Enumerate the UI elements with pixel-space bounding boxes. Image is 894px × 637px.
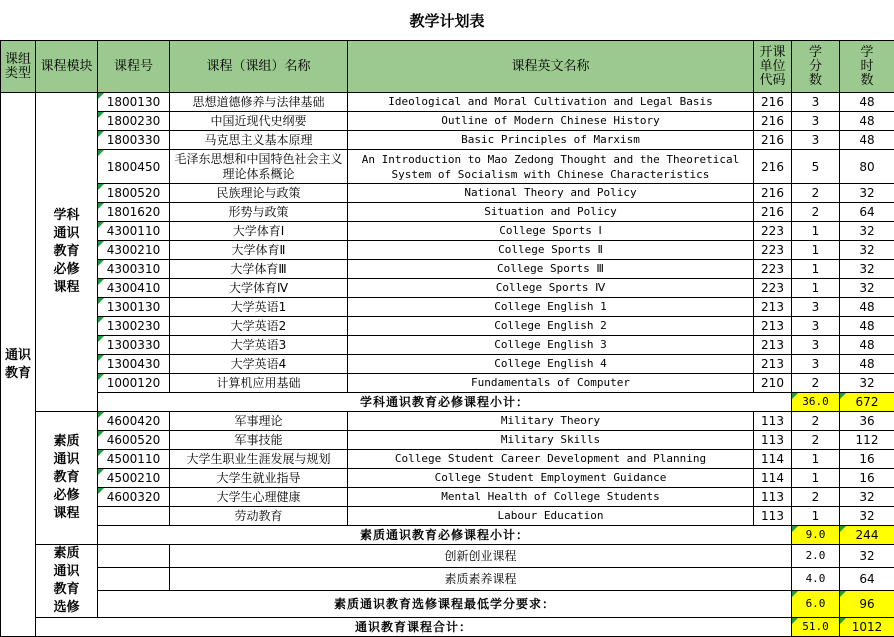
course-code: 1300130 (98, 298, 170, 317)
subtotal-label: 学科通识教育必修课程小计： (98, 393, 792, 412)
course-english-name: College Sports Ⅱ (348, 241, 754, 260)
course-code: 1300330 (98, 336, 170, 355)
course-code (98, 568, 170, 591)
elective-row (1, 568, 894, 591)
course-hours: 48 (840, 317, 894, 336)
course-credits: 3 (792, 336, 840, 355)
course-unit-code: 216 (754, 184, 792, 203)
header-unit-code: 开课单位代码 (754, 41, 792, 93)
course-credits: 2 (792, 203, 840, 222)
course-english-name: Labour Education (348, 507, 754, 526)
course-unit-code: 113 (754, 431, 792, 450)
course-code: 4300310 (98, 260, 170, 279)
course-hours: 48 (840, 298, 894, 317)
course-credits: 2 (792, 184, 840, 203)
course-name: 大学体育Ⅲ (170, 260, 348, 279)
course-unit-code: 114 (754, 450, 792, 469)
course-hours: 32 (840, 260, 894, 279)
course-unit-code: 216 (754, 93, 792, 112)
course-credits: 1 (792, 222, 840, 241)
course-code: 4600420 (98, 412, 170, 431)
course-english-name: College Student Employment Guidance (348, 469, 754, 488)
course-name: 马克思主义基本原理 (170, 131, 348, 150)
course-hours: 48 (840, 112, 894, 131)
course-code: 1800230 (98, 112, 170, 131)
table-row (1, 260, 894, 279)
subtotal-label: 素质通识教育必修课程小计： (98, 526, 792, 545)
course-unit-code: 213 (754, 355, 792, 374)
course-credits: 1 (792, 241, 840, 260)
course-unit-code: 213 (754, 317, 792, 336)
course-hours: 32 (840, 488, 894, 507)
course-unit-code: 216 (754, 112, 792, 131)
course-english-name: Military Skills (348, 431, 754, 450)
table-row (1, 203, 894, 222)
course-english-name: National Theory and Policy (348, 184, 754, 203)
table-row (1, 412, 894, 431)
course-hours: 80 (840, 150, 894, 184)
course-hours: 32 (840, 222, 894, 241)
course-english-name: Basic Principles of Marxism (348, 131, 754, 150)
course-hours: 32 (840, 374, 894, 393)
course-credits: 1 (792, 507, 840, 526)
subtotal-hours: 96 (840, 591, 894, 618)
table-row (1, 317, 894, 336)
course-credits: 1 (792, 260, 840, 279)
course-hours: 32 (840, 184, 894, 203)
course-name: 军事技能 (170, 431, 348, 450)
table-row (1, 150, 894, 184)
course-credits: 3 (792, 355, 840, 374)
course-credits: 3 (792, 93, 840, 112)
table-row (1, 336, 894, 355)
header-module: 课程模块 (36, 41, 98, 93)
course-unit-code: 223 (754, 222, 792, 241)
course-hours: 48 (840, 336, 894, 355)
header-hours: 学时数 (840, 41, 894, 93)
course-unit-code: 113 (754, 412, 792, 431)
course-credits: 1 (792, 469, 840, 488)
subtotal-credits: 36.0 (792, 393, 840, 412)
course-name: 形势与政策 (170, 203, 348, 222)
elective-name: 素质素养课程 (170, 568, 792, 591)
subtotal-hours: 672 (840, 393, 894, 412)
course-code (98, 545, 170, 568)
course-hours: 112 (840, 431, 894, 450)
course-english-name: An Introduction to Mao Zedong Thought and the Theoretical System of Socialism with Chinese Characteristics (348, 150, 754, 184)
subtotal-row (1, 393, 894, 412)
header-type: 课组类型 (1, 41, 36, 93)
course-unit-code: 223 (754, 279, 792, 298)
course-code: 1800330 (98, 131, 170, 150)
course-code: 1300430 (98, 355, 170, 374)
course-code: 4500210 (98, 469, 170, 488)
course-hours: 32 (840, 241, 894, 260)
course-name: 大学体育Ⅱ (170, 241, 348, 260)
course-credits: 1 (792, 279, 840, 298)
course-plan-table (0, 40, 894, 637)
table-row (1, 298, 894, 317)
table-row (1, 488, 894, 507)
course-hours: 64 (840, 203, 894, 222)
course-hours: 32 (840, 279, 894, 298)
course-name: 毛泽东思想和中国特色社会主义理论体系概论 (170, 150, 348, 184)
course-english-name: College English 2 (348, 317, 754, 336)
table-body (1, 41, 894, 637)
course-code: 1000120 (98, 374, 170, 393)
course-code: 1300230 (98, 317, 170, 336)
course-hours: 32 (840, 507, 894, 526)
course-english-name: Mental Health of College Students (348, 488, 754, 507)
course-name: 大学生心理健康 (170, 488, 348, 507)
course-unit-code: 113 (754, 488, 792, 507)
table-row (1, 112, 894, 131)
course-credits: 1 (792, 450, 840, 469)
course-name: 计算机应用基础 (170, 374, 348, 393)
table-row (1, 355, 894, 374)
course-hours: 36 (840, 412, 894, 431)
header-name: 课程（课组）名称 (170, 41, 348, 93)
course-hours: 16 (840, 469, 894, 488)
total-hours: 1012 (840, 618, 894, 637)
course-credits: 3 (792, 298, 840, 317)
elective-hours: 32 (840, 545, 894, 568)
course-english-name: Situation and Policy (348, 203, 754, 222)
course-english-name: College Sports Ⅰ (348, 222, 754, 241)
course-english-name: Military Theory (348, 412, 754, 431)
course-name: 大学英语2 (170, 317, 348, 336)
course-english-name: College English 3 (348, 336, 754, 355)
module-label: 素质通识教育必修课程 (36, 412, 98, 545)
course-hours: 48 (840, 93, 894, 112)
subtotal-row (1, 591, 894, 618)
course-code: 1800130 (98, 93, 170, 112)
course-unit-code: 113 (754, 507, 792, 526)
course-unit-code: 216 (754, 203, 792, 222)
table-row (1, 222, 894, 241)
elective-name: 创新创业课程 (170, 545, 792, 568)
table-row (1, 241, 894, 260)
course-code (98, 507, 170, 526)
total-label: 通识教育课程合计： (36, 618, 792, 637)
course-unit-code: 216 (754, 150, 792, 184)
course-hours: 48 (840, 355, 894, 374)
module-label: 素质通识教育选修 (36, 545, 98, 618)
course-english-name: College English 4 (348, 355, 754, 374)
elective-row (1, 545, 894, 568)
course-english-name: Ideological and Moral Cultivation and Legal Basis (348, 93, 754, 112)
course-code: 4300210 (98, 241, 170, 260)
course-name: 思想道德修养与法律基础 (170, 93, 348, 112)
module-label: 学科通识教育必修课程 (36, 93, 98, 412)
course-code: 1801620 (98, 203, 170, 222)
course-english-name: College Student Career Development and Planning (348, 450, 754, 469)
course-name: 大学英语3 (170, 336, 348, 355)
table-row (1, 450, 894, 469)
course-code: 1800520 (98, 184, 170, 203)
elective-credits: 2.0 (792, 545, 840, 568)
course-english-name: Fundamentals of Computer (348, 374, 754, 393)
course-name: 中国近现代史纲要 (170, 112, 348, 131)
course-english-name: College Sports Ⅲ (348, 260, 754, 279)
course-english-name: Outline of Modern Chinese History (348, 112, 754, 131)
total-credits: 51.0 (792, 618, 840, 637)
course-credits: 2 (792, 431, 840, 450)
course-name: 大学生职业生涯发展与规划 (170, 450, 348, 469)
table-row (1, 131, 894, 150)
course-unit-code: 210 (754, 374, 792, 393)
course-name: 民族理论与政策 (170, 184, 348, 203)
category-label: 通识教育 (1, 93, 36, 637)
course-english-name: College English 1 (348, 298, 754, 317)
total-row (1, 618, 894, 637)
course-code: 4500110 (98, 450, 170, 469)
table-row (1, 469, 894, 488)
elective-credits: 4.0 (792, 568, 840, 591)
header-credits: 学分数 (792, 41, 840, 93)
table-row (1, 279, 894, 298)
course-unit-code: 223 (754, 241, 792, 260)
elective-hours: 64 (840, 568, 894, 591)
course-hours: 48 (840, 131, 894, 150)
course-code: 4600520 (98, 431, 170, 450)
course-credits: 2 (792, 488, 840, 507)
course-name: 军事理论 (170, 412, 348, 431)
course-unit-code: 213 (754, 336, 792, 355)
course-credits: 2 (792, 374, 840, 393)
course-credits: 5 (792, 150, 840, 184)
subtotal-credits: 9.0 (792, 526, 840, 545)
course-hours: 16 (840, 450, 894, 469)
course-code: 4300110 (98, 222, 170, 241)
subtotal-row (1, 526, 894, 545)
page-title: 教学计划表 (0, 0, 894, 40)
course-english-name: College Sports Ⅳ (348, 279, 754, 298)
header-row (1, 41, 894, 93)
course-unit-code: 213 (754, 298, 792, 317)
course-credits: 3 (792, 131, 840, 150)
course-credits: 3 (792, 112, 840, 131)
course-unit-code: 114 (754, 469, 792, 488)
table-row (1, 507, 894, 526)
course-name: 大学体育Ⅰ (170, 222, 348, 241)
course-credits: 2 (792, 412, 840, 431)
header-code: 课程号 (98, 41, 170, 93)
course-code: 4300410 (98, 279, 170, 298)
course-name: 大学英语1 (170, 298, 348, 317)
table-row (1, 431, 894, 450)
table-row (1, 374, 894, 393)
course-unit-code: 223 (754, 260, 792, 279)
course-name: 大学生就业指导 (170, 469, 348, 488)
subtotal-credits: 6.0 (792, 591, 840, 618)
course-name: 劳动教育 (170, 507, 348, 526)
course-code: 1800450 (98, 150, 170, 184)
table-row (1, 93, 894, 112)
subtotal-label: 素质通识教育选修课程最低学分要求： (98, 591, 792, 618)
course-unit-code: 216 (754, 131, 792, 150)
course-name: 大学体育Ⅳ (170, 279, 348, 298)
course-code: 4600320 (98, 488, 170, 507)
table-row (1, 184, 894, 203)
header-english-name: 课程英文名称 (348, 41, 754, 93)
course-name: 大学英语4 (170, 355, 348, 374)
course-credits: 3 (792, 317, 840, 336)
subtotal-hours: 244 (840, 526, 894, 545)
